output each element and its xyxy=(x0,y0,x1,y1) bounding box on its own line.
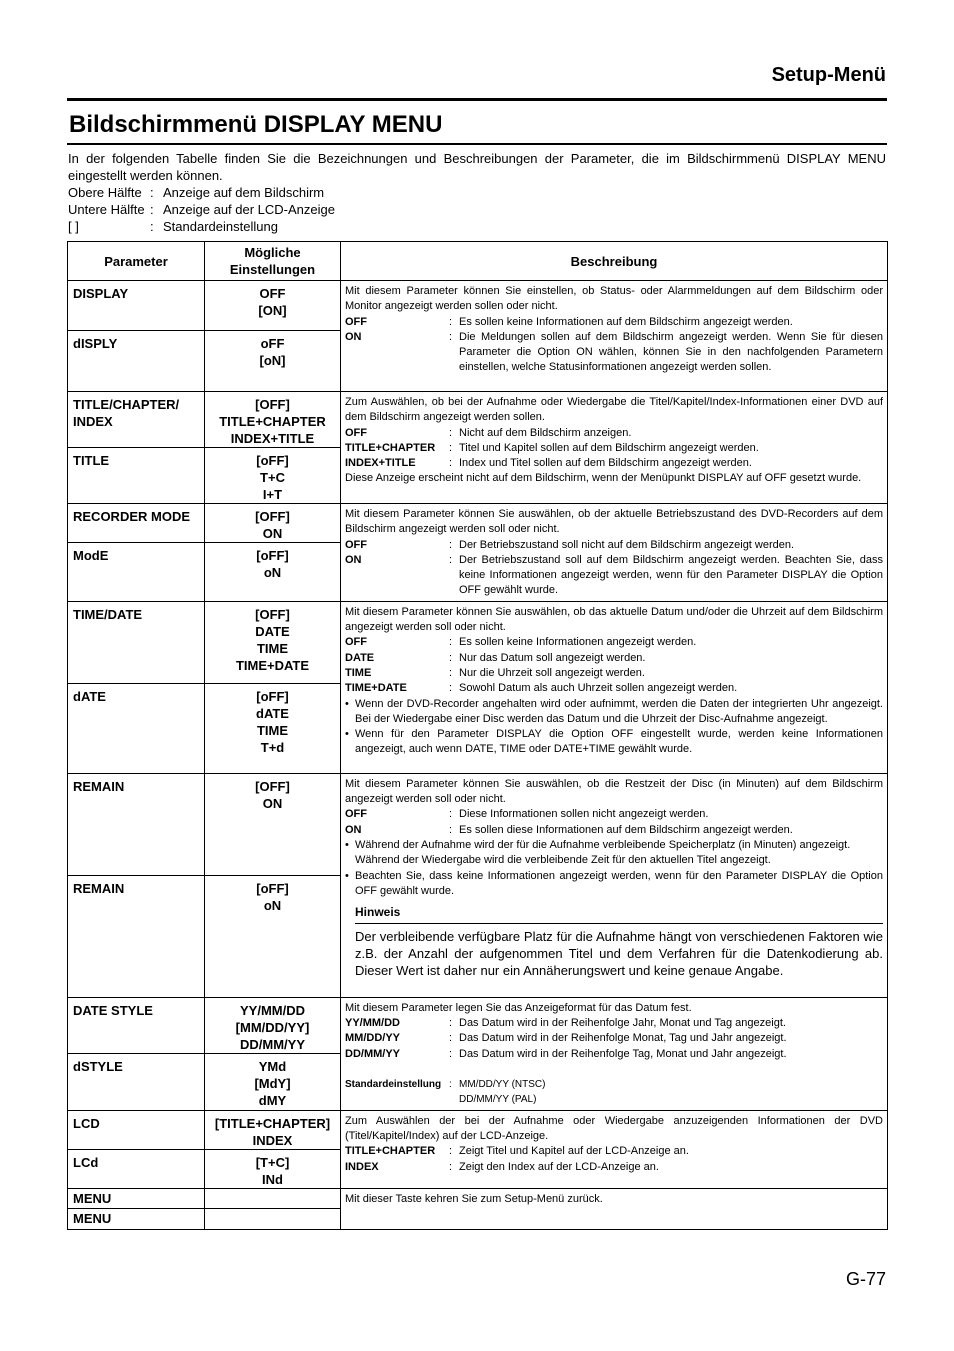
settings-cell: [OFF] ON xyxy=(205,504,341,543)
desc-item: INDEX : Zeigt den Index auf der LCD-Anzeige an. xyxy=(345,1160,659,1173)
settings-cell: [OFF] ON xyxy=(205,773,341,875)
desc-intro: Mit diesem Parameter können Sie auswählen, ob der aktuelle Betriebszustand des DVD-Recorders auf dem Bildschirm angezeigt werden soll oder nicht. xyxy=(345,508,883,536)
desc-item: TIME+DATE : Sowohl Datum als auch Uhrzeit sollen angezeigt werden. xyxy=(345,682,738,695)
page-title: Bildschirmmenü DISPLAY MENU xyxy=(69,111,443,138)
table-header-row xyxy=(68,242,888,281)
table-row xyxy=(68,392,888,448)
legend-line xyxy=(68,184,886,201)
settings-cell: [oFF] T+C I+T xyxy=(205,448,341,504)
description-cell xyxy=(341,601,888,773)
settings-cell: oFF [oN] xyxy=(205,331,341,392)
table-row xyxy=(68,601,888,683)
legend-key: Obere Hälfte xyxy=(68,185,142,200)
description-cell xyxy=(341,773,888,997)
param-cell: MENU xyxy=(68,1188,205,1208)
desc-item: ON : Die Meldungen sollen auf dem Bildschirm angezeigt werden. Wenn Sie für diesen Parameter die Option ON wählen, können Sie in den nachfolgenden Parametern einstellen, welche Statusinformationen angezeigt werden sollen. xyxy=(345,330,883,374)
param-cell: TITLE/CHAPTER/ INDEX xyxy=(68,392,205,448)
section-title: Setup-Menü xyxy=(771,64,886,86)
desc-bullet: • Wenn für den Parameter DISPLAY die Option OFF eingestellt wurde, werden keine Informationen angezeigt, auch wenn DATE, TIME oder DATE+TIME gewählt wurde. xyxy=(345,728,883,756)
param-cell: DATE STYLE xyxy=(68,997,205,1053)
param-cell: TITLE xyxy=(68,448,205,504)
settings-cell: [oFF] oN xyxy=(205,875,341,997)
param-cell: MENU xyxy=(68,1208,205,1229)
desc-item: OFF : Nicht auf dem Bildschirm anzeigen. xyxy=(345,426,632,439)
settings-cell: [TITLE+CHAPTER] INDEX xyxy=(205,1110,341,1149)
desc-item: OFF : Es sollen keine Informationen auf dem Bildschirm angezeigt werden. xyxy=(345,315,793,328)
desc-item: TITLE+CHAPTER : Titel und Kapitel sollen auf dem Bildschirm angezeigt werden. xyxy=(345,441,759,454)
legend-sep: : xyxy=(150,202,154,217)
description-cell xyxy=(341,504,888,602)
param-cell: LCd xyxy=(68,1149,205,1188)
param-cell: dATE xyxy=(68,683,205,773)
param-cell: dISPLY xyxy=(68,331,205,392)
desc-intro: Mit diesem Parameter können Sie einstellen, ob Status- oder Alarmmeldungen auf dem Bildschirm oder Monitor angezeigt werden sollen oder nicht. xyxy=(345,285,883,313)
description-cell xyxy=(341,997,888,1110)
legend-key: Untere Hälfte xyxy=(68,202,145,217)
param-cell: TIME/DATE xyxy=(68,601,205,683)
desc-outro: Diese Anzeige erscheint nicht auf dem Bildschirm, wenn der Menüpunkt DISPLAY auf OFF gesetzt wurde. xyxy=(345,472,862,485)
settings-cell xyxy=(205,1188,341,1208)
parameter-table xyxy=(67,241,888,1230)
settings-cell: YMd [MdY] dMY xyxy=(205,1053,341,1110)
desc-intro: Zum Auswählen, ob bei der Aufnahme oder Wiedergabe die Titel/Kapitel/Index-Informationen einer DVD auf dem Bildschirm angezeigt werden sollen. xyxy=(345,396,883,424)
desc-item: INDEX+TITLE : Index und Titel sollen auf dem Bildschirm angezeigt werden. xyxy=(345,457,752,470)
param-cell: REMAIN xyxy=(68,773,205,875)
legend-value: Anzeige auf der LCD-Anzeige xyxy=(163,202,335,217)
settings-cell: [oFF] dATE TIME T+d xyxy=(205,683,341,773)
desc-item: OFF : Diese Informationen sollen nicht angezeigt werden. xyxy=(345,808,709,821)
param-cell: LCD xyxy=(68,1110,205,1149)
title-rule xyxy=(67,143,887,145)
settings-cell: OFF [ON] xyxy=(205,281,341,331)
table-row xyxy=(68,281,888,331)
param-cell: REMAIN xyxy=(68,875,205,997)
param-cell: ModE xyxy=(68,543,205,601)
desc-item: DATE : Nur das Datum soll angezeigt werden. xyxy=(345,651,646,664)
settings-cell: [OFF] DATE TIME TIME+DATE xyxy=(205,601,341,683)
default-setting: DD/MM/YY (PAL) xyxy=(459,1094,537,1106)
intro-paragraph: In der folgenden Tabelle finden Sie die Bezeichnungen und Beschreibungen der Parameter, die im Bildschirmmenü DISPLAY MENU eingestellt werden können. xyxy=(68,151,886,183)
desc-item: ON : Es sollen diese Informationen auf dem Bildschirm angezeigt werden. xyxy=(345,823,793,836)
legend-line xyxy=(68,218,886,235)
header-description: Beschreibung xyxy=(341,242,888,281)
note-text: Der verbleibende verfügbare Platz für die Aufnahme hängt von verschiedenen Faktoren wie z.B. der Anzahl der aufgenommen Titel und dem Verfahren für die Datenkodierung ab. Dieser Wert ist daher nur ein Annäherungswert und keine genaue Angabe. xyxy=(355,929,883,979)
description-cell xyxy=(341,1110,888,1188)
legend-sep: : xyxy=(150,185,154,200)
note-title: Hinweis xyxy=(355,905,883,924)
settings-cell: [OFF] TITLE+CHAPTER INDEX+TITLE xyxy=(205,392,341,448)
desc-item: DD/MM/YY : Das Datum wird in der Reihenfolge Tag, Monat und Jahr angezeigt. xyxy=(345,1047,787,1060)
param-cell: DISPLAY xyxy=(68,281,205,331)
desc-item: MM/DD/YY : Das Datum wird in der Reihenfolge Monat, Tag und Jahr angezeigt. xyxy=(345,1032,787,1045)
desc-intro: Zum Auswählen der bei der Aufnahme oder Wiedergabe anzuzeigenden Informationen der DVD (Titel/Kapitel/Index) auf der LCD-Anzeige. xyxy=(345,1114,883,1143)
param-cell: RECORDER MODE xyxy=(68,504,205,543)
table-row xyxy=(68,997,888,1053)
settings-cell: [oFF] oN xyxy=(205,543,341,601)
legend-value: Standardeinstellung xyxy=(163,219,278,234)
description-cell xyxy=(341,281,888,392)
legend-line xyxy=(68,201,886,218)
desc-bullet: • Wenn der DVD-Recorder angehalten wird oder aufnimmt, werden die Daten der integrierten Uhr angezeigt. Bei der Wiedergabe einer Disc werden das Datum und die Uhrzeit der Disc-Aufnahme angezeigt. xyxy=(345,697,883,725)
table-row xyxy=(68,1188,888,1208)
intro xyxy=(68,150,886,235)
table-row xyxy=(68,504,888,543)
legend-value: Anzeige auf dem Bildschirm xyxy=(163,185,325,200)
header-rule xyxy=(67,98,887,101)
param-cell: dSTYLE xyxy=(68,1053,205,1110)
settings-cell xyxy=(205,1208,341,1229)
desc-intro: Mit dieser Taste kehren Sie zum Setup-Menü zurück. xyxy=(345,1192,603,1205)
desc-bullet-continuation: Während der Wiedergabe wird die verbleibende Zeit für den aktuellen Titel angezeigt. xyxy=(355,854,771,867)
desc-item: OFF : Es sollen keine Informationen angezeigt werden. xyxy=(345,636,697,649)
desc-item: TIME : Nur die Uhrzeit soll angezeigt werden. xyxy=(345,666,645,679)
header-settings: Mögliche Einstellungen xyxy=(205,242,341,281)
desc-bullet: • Beachten Sie, dass keine Informationen angezeigt werden, wenn für den Parameter DISPLAY die Option OFF gewählt wurde. xyxy=(345,869,883,897)
legend-sep: : xyxy=(150,219,154,234)
desc-intro: Mit diesem Parameter können Sie auswählen, ob das aktuelle Datum und/oder die Uhrzeit auf dem Bildschirm angezeigt werden soll oder nicht. xyxy=(345,605,883,634)
legend-key: [ ] xyxy=(68,219,79,234)
header-parameter: Parameter xyxy=(68,242,205,281)
desc-item: OFF : Der Betriebszustand soll nicht auf dem Bildschirm angezeigt werden. xyxy=(345,538,795,551)
default-setting: Standardeinstellung : MM/DD/YY (NTSC) xyxy=(345,1078,546,1090)
desc-intro: Mit diesem Parameter können Sie auswählen, ob die Restzeit der Disc (in Minuten) auf dem Bildschirm angezeigt werden soll oder nicht. xyxy=(345,777,883,806)
desc-bullet: • Während der Aufnahme wird der für die Aufnahme verbleibende Speicherplatz (in Minuten) angezeigt. xyxy=(345,838,851,851)
desc-item: ON : Der Betriebszustand soll auf dem Bildschirm angezeigt werden. Beachten Sie, dass keine Informationen angezeigt werden, wenn für den Parameter DISPLAY die Option OFF gewählt wurde. xyxy=(345,553,883,597)
settings-cell: YY/MM/DD [MM/DD/YY] DD/MM/YY xyxy=(205,997,341,1053)
table-row xyxy=(68,773,888,875)
settings-cell: [T+C] INd xyxy=(205,1149,341,1188)
page-number: G-77 xyxy=(845,1269,886,1289)
description-cell xyxy=(341,1188,888,1229)
desc-intro: Mit diesem Parameter legen Sie das Anzeigeformat für das Datum fest. xyxy=(345,1001,692,1014)
desc-item: YY/MM/DD : Das Datum wird in der Reihenfolge Jahr, Monat und Tag angezeigt. xyxy=(345,1017,786,1030)
description-cell xyxy=(341,392,888,504)
table-row xyxy=(68,1110,888,1149)
desc-item: TITLE+CHAPTER : Zeigt Titel und Kapitel auf der LCD-Anzeige an. xyxy=(345,1145,689,1158)
